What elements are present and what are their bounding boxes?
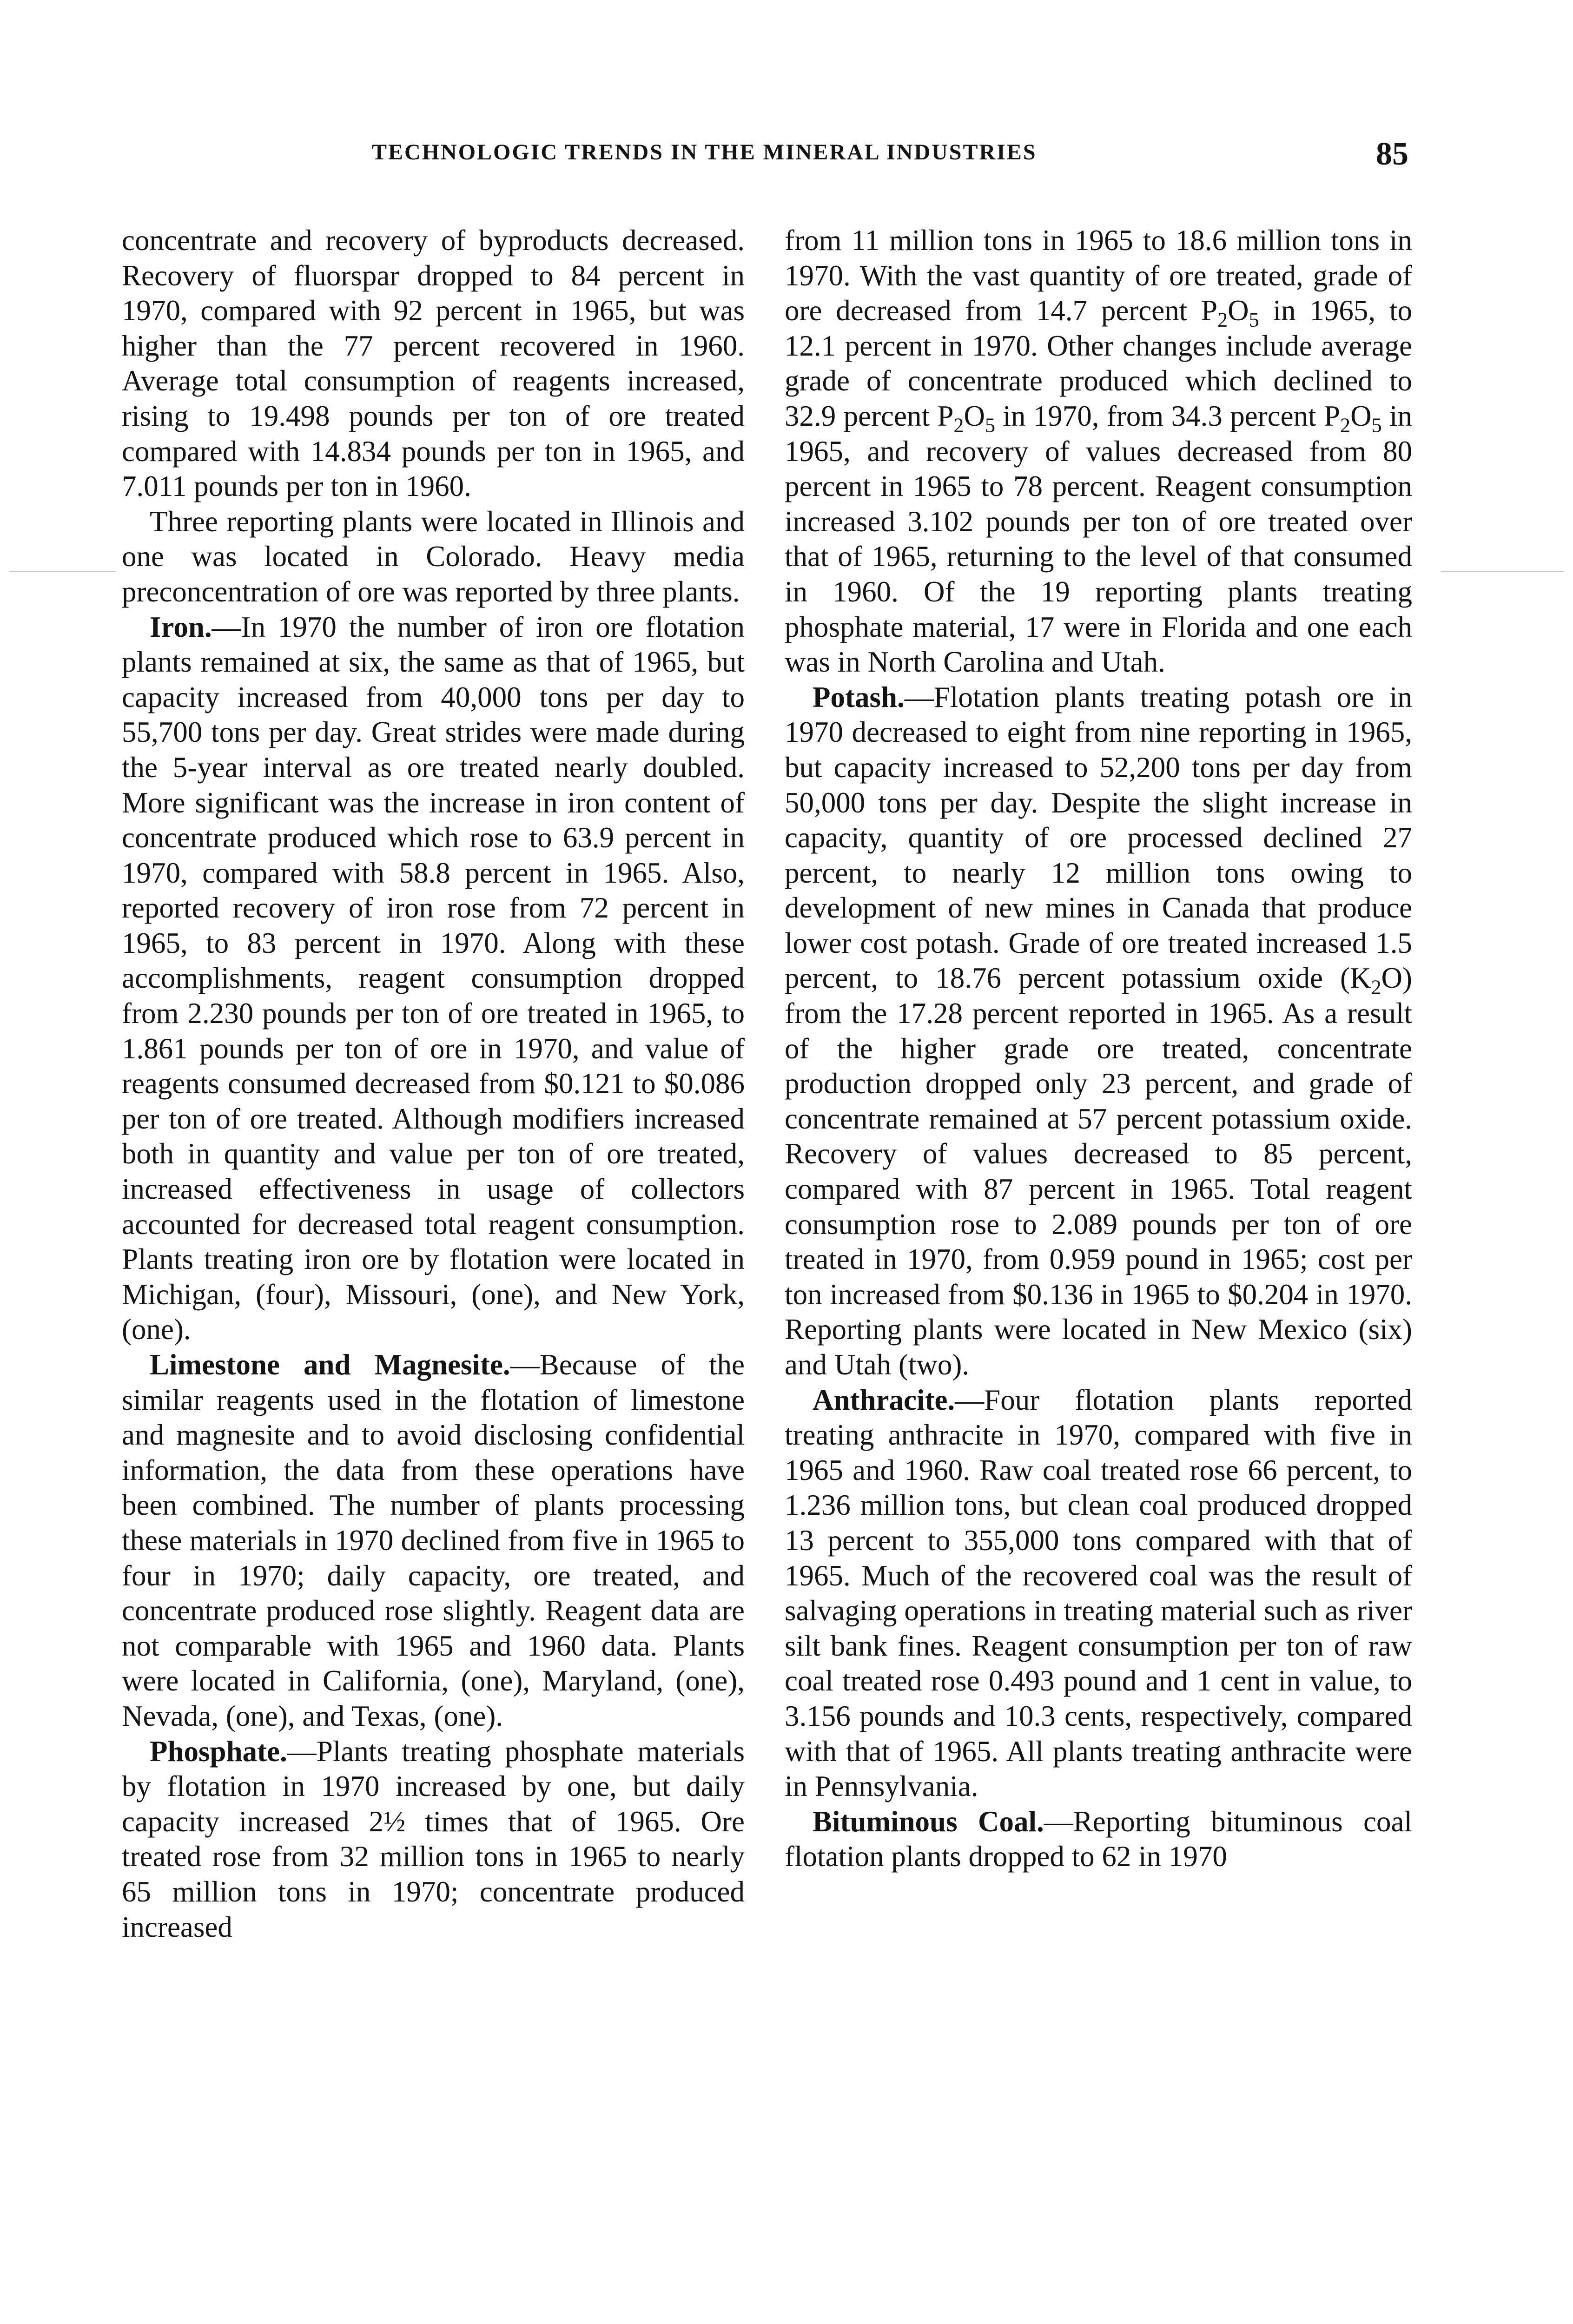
potash-text-2: O) from the 17.28 percent reported in 1965. As a result of the higher grade ore treated, concentrate production dropped only 23 percent, and grade of concentrate remained at 57 percent potassium oxide. Recovery of values decreased to 85 percent, compared with 87 percent in 1965. Total reagent consumption rose to 2.089 pounds per ton of ore treated in 1970, from 0.959 pound in 1965; cost per ton increased from $0.136 in 1965 to $0.204 in 1970. Reporting plants were located in New Mexico (six) and Utah (two). [785,962,1412,1381]
left-column [122,223,745,1945]
paragraph-potash [785,680,1412,1383]
paragraph-phosphate-continued [785,223,1412,680]
phosphate-cont-text-1: from 11 million tons in 1965 to 18.6 million tons in 1970. With the vast quantity of ore treated, grade of ore decreased from 14.7 percent P [785,224,1412,327]
limestone-heading: Limestone and Magnesite. [150,1348,510,1381]
phosphate-cont-text-4: O [964,399,985,432]
phosphate-heading: Phosphate. [150,1735,287,1768]
limestone-text: —Because of the similar reagents used in the flotation of limestone and magnesite and to avoid disclosing confidential information, the data from these operations have been combined. The number of plants processing these materials in 1970 declined from five in 1965 to four in 1970; daily capacity, ore treated, and concentrate produced rose slightly. Reagent data are not comparable with 1965 and 1960 data. Plants were located in California, (one), Maryland, (one), Nevada, (one), and Texas, (one). [122,1348,745,1732]
running-head: TECHNOLOGIC TRENDS IN THE MINERAL INDUSTRIES [372,140,1037,165]
phosphate-cont-text-7: in 1965, and recovery of values decreased from 80 percent in 1965 to 78 percent. Reagent consumption increased 3.102 pounds per ton of ore treated over that of 1965, returning to the level of that consumed in 1960. Of the 19 reporting plants treating phosphate material, 17 were in Florida and one each was in North Carolina and Utah. [785,399,1412,679]
subscript-5: 5 [985,414,995,437]
subscript-2: 2 [1340,414,1351,437]
potash-text-1: —Flotation plants treating potash ore in 1970 decreased to eight from nine reporting in 1965, but capacity increased to 52,200 tons per day from 50,000 tons per day. Despite the slight increase in capacity, quantity of ore processed declined 27 percent, to nearly 12 million tons owing to development of new mines in Canada that produce lower cost potash. Grade of ore treated increased 1.5 percent, to 18.76 percent potassium oxide (K [785,680,1412,995]
phosphate-cont-text-3: in 1965, to 12.1 percent in 1970. Other changes include average grade of concentrate produced which declined to 32.9 percent P [785,294,1412,432]
subscript-2: 2 [1371,976,1381,999]
right-column [785,223,1412,1875]
anthracite-heading: Anthracite. [813,1383,955,1416]
subscript-5: 5 [1371,414,1382,437]
subscript-2: 2 [1217,308,1228,331]
margin-rule-right [1441,571,1564,572]
bituminous-text: —Reporting bituminous coal flotation plants dropped to 62 in 1970 [785,1805,1412,1873]
phosphate-cont-text-2: O [1228,294,1249,327]
paragraph-anthracite [785,1383,1412,1804]
page-number: 85 [1376,136,1408,172]
phosphate-cont-text-6: O [1350,399,1372,432]
paragraph-fluorspar-continued: concentrate and recovery of byproducts decreased. Recovery of fluorspar dropped to 84 percent in 1970, compared with 92 percent in 1965, but was higher than the 77 percent recovered in 1960. Average total consumption of reagents increased, rising to 19.498 pounds per ton of ore treated compared with 14.834 pounds per ton in 1965, and 7.011 pounds per ton in 1960. [122,224,745,503]
iron-heading: Iron. [150,610,212,643]
paragraph-limestone-magnesite [122,1347,745,1734]
bituminous-heading: Bituminous Coal. [813,1805,1044,1838]
anthracite-text: —Four flotation plants reported treating anthracite in 1970, compared with five in 1965 and 1960. Raw coal treated rose 66 percent, to 1.236 million tons, but clean coal produced dropped 13 percent to 355,000 tons compared with that of 1965. Much of the recovered coal was the result of salvaging operations in treating material such as river silt bank fines. Reagent consumption per ton of raw coal treated rose 0.493 pound and 1 cent in value, to 3.156 pounds and 10.3 cents, respectively, compared with that of 1965. All plants treating anthracite were in Pennsylvania. [785,1383,1412,1803]
phosphate-text: —Plants treating phosphate materials by flotation in 1970 increased by one, but daily capacity increased 2½ times that of 1965. Ore treated rose from 32 million tons in 1965 to nearly 65 million tons in 1970; concentrate produced increased [122,1735,745,1943]
paragraph-iron [122,610,745,1347]
margin-rule-left [9,571,116,572]
paragraph-fluorspar-plants: Three reporting plants were located in Illinois and one was located in Colorado. Heavy media preconcentration of ore was reported by three plants. [122,505,745,608]
subscript-2: 2 [953,414,964,437]
phosphate-cont-text-5: in 1970, from 34.3 percent P [995,399,1341,432]
paragraph-phosphate [122,1734,745,1945]
potash-heading: Potash. [813,680,905,713]
iron-text: —In 1970 the number of iron ore flotation plants remained at six, the same as that of 1965, but capacity increased from 40,000 tons per day to 55,700 tons per day. Great strides were made during the 5-year interval as ore treated nearly doubled. More significant was the increase in iron content of concentrate produced which rose to 63.9 percent in 1970, compared with 58.8 percent in 1965. Also, reported recovery of iron rose from 72 percent in 1965, to 83 percent in 1970. Along with these accomplishments, reagent consumption dropped from 2.230 pounds per ton of ore treated in 1965, to 1.861 pounds per ton of ore in 1970, and value of reagents consumed decreased from $0.121 to $0.086 per ton of ore treated. Although modifiers increased both in quantity and value per ton of ore treated, increased effectiveness in usage of collectors accounted for decreased total reagent consumption. Plants treating iron ore by flotation were located in Michigan, (four), Missouri, (one), and New York, (one). [122,610,745,1346]
paragraph-bituminous-coal [785,1804,1412,1875]
subscript-5: 5 [1249,308,1259,331]
